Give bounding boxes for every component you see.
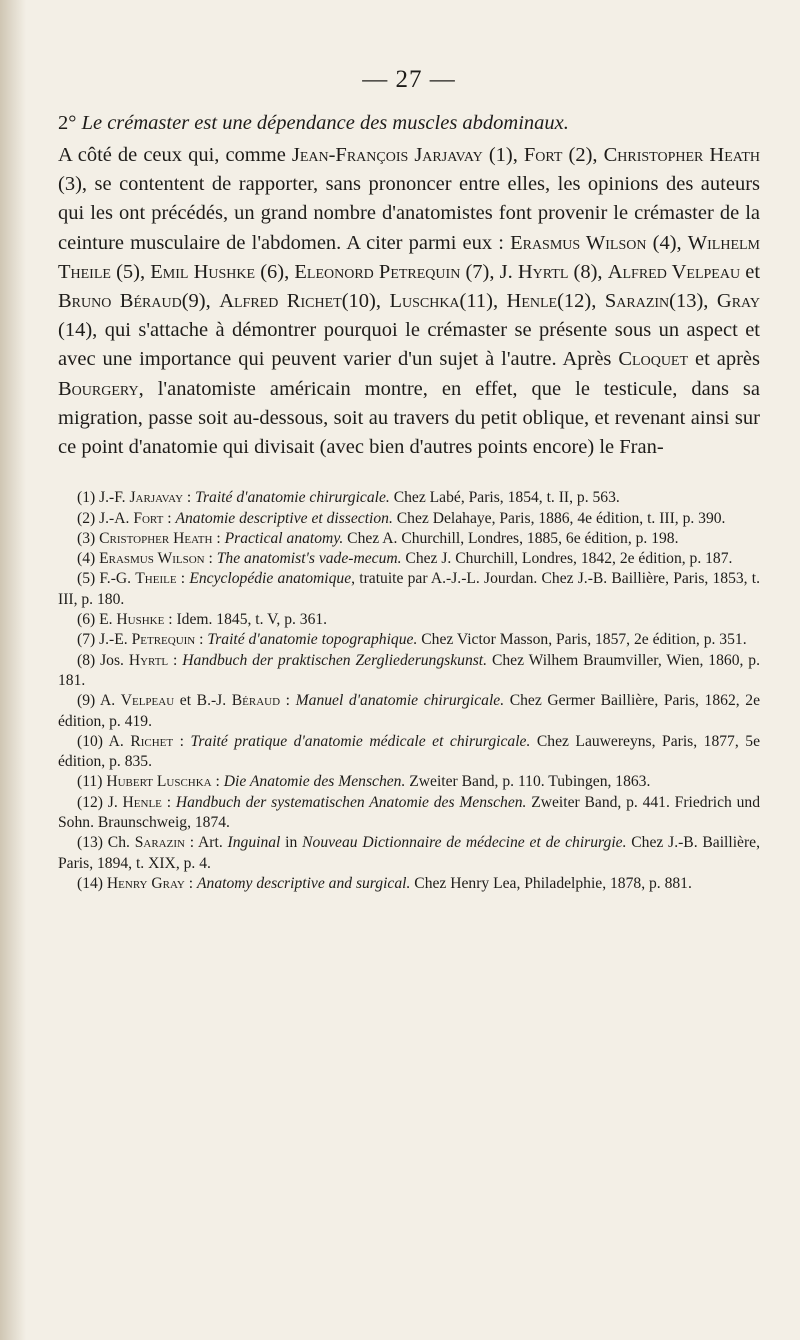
footnote-title: The anatomist's vade-mecum.	[216, 550, 402, 568]
footnote-author-name: Velpeau	[120, 692, 175, 710]
section-heading	[58, 112, 760, 135]
paragraph-author-name: Bourgery	[58, 377, 139, 400]
paragraph-text: (11),	[459, 290, 507, 313]
footnote	[58, 509, 760, 529]
footnote-title: Traité d'anatomie topographique.	[207, 631, 418, 649]
footnote-text: (12) J.	[77, 793, 123, 811]
main-paragraph	[58, 141, 760, 462]
footnote	[58, 691, 760, 732]
paragraph-text: (8),	[568, 260, 608, 283]
footnote-text: :	[161, 793, 176, 811]
paragraph-text: et après	[688, 348, 761, 371]
footnote-text: et B.-J.	[174, 692, 232, 710]
footnote-text: Chez A. Churchill, Londres, 1885, 6e édition, p. 198.	[343, 529, 679, 547]
footnote-text: , tratuite par A.-J.-L. Jourdan. Chez J.-B. Baillière, Paris, 1853, t. III, p. 180.	[58, 570, 761, 608]
footnote	[58, 630, 760, 650]
footnote-text: (6) E.	[77, 611, 117, 629]
footnote	[58, 772, 760, 792]
footnote-author-name: Sarazin	[134, 834, 185, 852]
paragraph-author-name: Erasmus Wilson	[510, 231, 647, 254]
footnote-title: Traité pratique d'anatomie médicale et chirurgicale.	[190, 732, 531, 750]
paragraph-author-name: Bruno Béraud	[58, 290, 182, 313]
paragraph-text: A côté de ceux qui, comme	[58, 144, 292, 166]
footnote-author-name: Hushke	[116, 611, 165, 629]
footnote-author-name: Hyrtl	[128, 651, 169, 669]
footnote-text: Zweiter Band, p. 110. Tubingen, 1863.	[405, 773, 651, 791]
footnote-text: :	[184, 874, 198, 892]
footnote-text: (3)	[77, 529, 100, 547]
footnote-author-name: Cristopher Heath	[99, 529, 213, 547]
footnote-text: :	[183, 489, 196, 507]
footnote-text: Chez Germer Baillière, Paris, 1862, 2e édition, p. 419.	[58, 692, 760, 730]
paragraph-author-name: Eleonord Petrequin	[294, 260, 461, 283]
footnote	[58, 793, 760, 834]
paragraph-author-name: Luschka	[389, 290, 460, 313]
section-title: Le crémaster est une dépendance des muscles abdominaux.	[81, 112, 569, 134]
paragraph-text: (2),	[562, 144, 604, 166]
footnote-title: Nouveau Dictionnaire de médecine et de chirurgie.	[302, 834, 627, 852]
footnote-text: Chez J. Churchill, Londres, 1842, 2e édition, p. 187.	[401, 550, 733, 568]
footnote-text: :	[204, 550, 217, 568]
paragraph-text: et	[740, 260, 761, 283]
paragraph-text: (5),	[110, 260, 151, 283]
footnote-title: Manuel d'anatomie chirurgicale.	[295, 692, 505, 710]
footnote-title: Practical anatomy.	[224, 529, 344, 547]
footnote-text: Chez Wilhem Braumviller, Wien, 1860, p. 181.	[58, 651, 760, 689]
footnote-author-name: Henry Gray	[106, 874, 185, 892]
footnote	[58, 833, 760, 874]
footnote-text: :	[280, 692, 296, 710]
footnote-text: Chez Henry Lea, Philadelphie, 1878, p. 881.	[410, 874, 692, 892]
paragraph-text: (3), se contentent de rapporter, sans prononcer entre elles, les opinions des auteurs qui les ont précédés, un grand nombre d'anatomistes font provenir le crémaster de la ceinture musculaire de l'abdomen. A citer parmi eux :	[58, 173, 760, 254]
page-number: — 27 —	[362, 66, 456, 93]
footnote-text: (11)	[77, 773, 107, 791]
paragraph-author-name: Alfred Velpeau	[607, 260, 741, 283]
footnote-title: Traité d'anatomie chirurgicale.	[195, 489, 390, 507]
footnote-text: Chez Labé, Paris, 1854, t. II, p. 563.	[389, 489, 620, 507]
footnote-text: : Art.	[184, 834, 228, 852]
paragraph-text: (10),	[341, 290, 390, 313]
paragraph-text: (7), J.	[460, 260, 518, 283]
footnote	[58, 610, 760, 630]
paragraph-author-name: Wilhelm Theile	[58, 231, 760, 283]
paragraph-author-name: Sarazin	[604, 290, 670, 313]
footnote-author-name: Jarjavay	[129, 489, 184, 507]
footnote-author-name: Fort	[133, 509, 164, 527]
footnote-text: (4)	[77, 550, 100, 568]
footnote-text: Chez J.-B. Baillière, Paris, 1894, t. XIX, p. 4.	[58, 834, 760, 872]
footnote-author-name: Richet	[130, 732, 174, 750]
footnote-text: Chez Victor Masson, Paris, 1857, 2e édition, p. 351.	[417, 631, 747, 649]
footnote-text: (8) Jos.	[77, 651, 129, 669]
footnote	[58, 874, 760, 894]
footnote-author-name: Hubert Luschka	[106, 773, 212, 791]
paragraph-text: (9),	[181, 290, 220, 313]
paragraph-author-name: Gray	[716, 290, 760, 313]
footnote-author-name: Theile	[135, 570, 177, 588]
paragraph-text: (4),	[646, 231, 688, 254]
footnote	[58, 732, 760, 773]
footnote	[58, 651, 760, 692]
footnote-author-name: Erasmus Wilson	[99, 550, 205, 568]
footnote-author-name: Henle	[122, 793, 162, 811]
footnote-author-name: Béraud	[231, 692, 281, 710]
footnote-text: :	[173, 732, 191, 750]
footnote-text: (13) Ch.	[77, 834, 135, 852]
paragraph-author-name: Jean-François Jarjavay	[291, 144, 483, 166]
footnote-text: Chez Lauwereyns, Paris, 1877, 5e édition, p. 835.	[58, 732, 760, 771]
footnote-text: in	[280, 834, 303, 852]
footnote-text: (1) J.-F.	[77, 489, 130, 507]
paragraph-text: (1),	[482, 144, 524, 166]
section-number: 2°	[58, 112, 77, 134]
paragraph-author-name: Hyrtl	[517, 260, 569, 283]
footnote-text: Chez Delahaye, Paris, 1886, 4e édition, t. III, p. 390.	[392, 509, 726, 527]
footnote	[58, 488, 760, 508]
footnote-text: (7) J.-E.	[77, 631, 132, 649]
paragraph-author-name: Alfred Richet	[219, 290, 342, 313]
footnote-text: (5) F.-G.	[77, 570, 136, 588]
paragraph-text: (6),	[255, 260, 295, 283]
footnote-author-name: Petrequin	[131, 631, 196, 649]
paragraph-author-name: Henle	[506, 290, 558, 313]
paragraph-author-name: Cloquet	[618, 348, 689, 371]
footnote-text: :	[211, 773, 224, 791]
footnote-title: Handbuch der systematischen Anatomie des Menschen.	[175, 793, 527, 811]
footnote	[58, 529, 760, 549]
paragraph-author-name: Emil Hushke	[150, 260, 256, 283]
footnotes	[58, 488, 760, 894]
footnote-text: :	[195, 631, 208, 649]
footnote-text: : Idem. 1845, t. V, p. 361.	[164, 611, 328, 629]
footnote-text: :	[212, 529, 225, 547]
paragraph-text: , l'anatomiste américain montre, en effet, que le testicule, dans sa migration, passe soit au-dessous, soit au travers du petit oblique, et revenant ainsi sur ce point d'anatomie qui divisait (avec bien d'autres points encore) le Fran-	[58, 377, 760, 459]
footnote-title: Handbuch der praktischen Zergliederungskunst.	[182, 651, 488, 669]
paragraph-text: (12),	[557, 290, 605, 313]
footnote-text: (2) J.-A.	[77, 509, 134, 527]
footnote-text: :	[176, 570, 190, 588]
paragraph-text: (13),	[669, 290, 717, 313]
footnote	[58, 549, 760, 569]
footnote-title: Anatomy descriptive and surgical.	[197, 874, 411, 892]
footnote-title: Encyclopédie anatomique	[189, 570, 352, 588]
footnote-text: :	[168, 651, 183, 669]
footnote-text: (14)	[77, 874, 107, 892]
paragraph-text: (14), qui s'attache à démontrer pourquoi le crémaster se présente sous un aspect et avec une importance qui peuvent varier d'un sujet à l'autre. Après	[58, 319, 760, 371]
footnote-text: :	[163, 509, 176, 527]
footnote-title: Anatomie descriptive et dissection.	[175, 509, 393, 527]
footnote	[58, 569, 760, 610]
footnote-text: (9) A.	[77, 692, 121, 710]
footnote-title: Inguinal	[227, 834, 281, 852]
footnote-title: Die Anatomie des Menschen.	[223, 773, 406, 791]
footnote-text: Zweiter Band, p. 441. Friedrich und Sohn. Braunschweig, 1874.	[58, 793, 760, 831]
paragraph-author-name: Fort	[523, 144, 563, 166]
footnote-text: (10) A.	[77, 732, 131, 750]
paragraph-author-name: Christopher Heath	[603, 144, 761, 166]
